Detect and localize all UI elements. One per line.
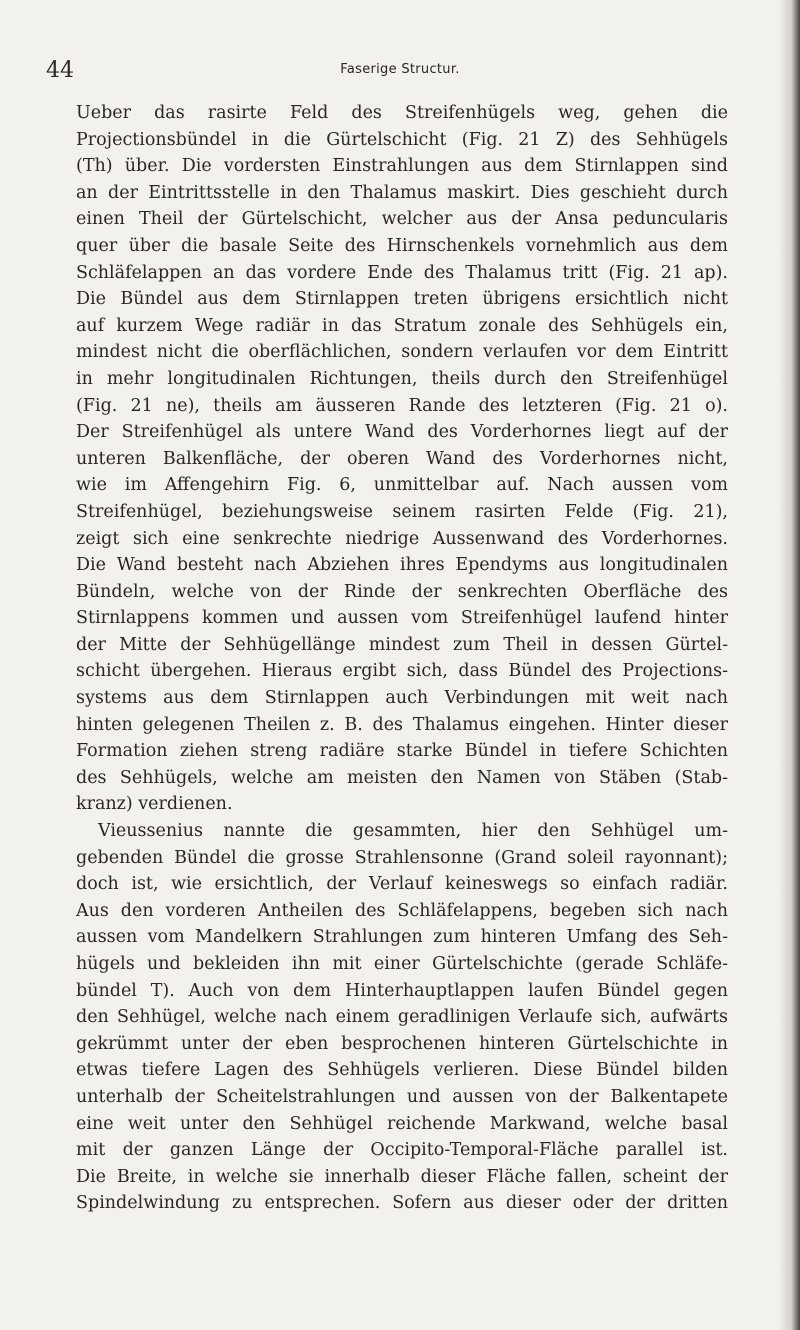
- text-line: mindest nicht die oberflächlichen, sondern verlaufen vor dem Eintritt: [76, 342, 728, 363]
- text-line: Schläfelappen an das vordere Ende des Thalamus tritt (Fig. 21 ap).: [76, 262, 728, 283]
- text-line: kranz) verdienen.: [76, 794, 233, 815]
- text-line: den Sehhügel, welche nach einem geradlinigen Verlaufe sich, aufwärts: [76, 1007, 728, 1028]
- text-line: Bündeln, welche von der Rinde der senkrechten Oberfläche des: [76, 581, 728, 602]
- text-line: auf kurzem Wege radiär in das Stratum zonale des Sehhügels ein,: [76, 315, 728, 336]
- text-line: bündel T). Auch von dem Hinterhauptlappen laufen Bündel gegen: [76, 980, 728, 1001]
- text-line: wie im Affengehirn Fig. 6, unmittelbar auf. Nach aussen vom: [76, 475, 728, 496]
- text-line: etwas tiefere Lagen des Sehhügels verlieren. Diese Bündel bilden: [76, 1060, 728, 1081]
- page-edge-shadow: [778, 0, 800, 1330]
- text-line: Projectionsbündel in die Gürtelschicht (Fig. 21 Z) des Sehhügels: [76, 129, 728, 150]
- text-line: eine weit unter den Sehhügel reichende Markwand, welche basal: [76, 1113, 728, 1134]
- text-line: doch ist, wie ersichtlich, der Verlauf keineswegs so einfach radiär.: [76, 874, 728, 895]
- text-line: Vieussenius nannte die gesammten, hier den Sehhügel um-: [98, 821, 728, 842]
- text-line: Formation ziehen streng radiäre starke Bündel in tiefere Schichten: [76, 741, 728, 762]
- text-line: (Fig. 21 ne), theils am äusseren Rande des letzteren (Fig. 21 o).: [76, 395, 728, 416]
- text-line: Die Wand besteht nach Abziehen ihres Ependyms aus longitudinalen: [76, 555, 728, 576]
- text-line: gebenden Bündel die grosse Strahlensonne (Grand soleil rayonnant);: [76, 847, 728, 868]
- text-line: schicht übergehen. Hieraus ergibt sich, dass Bündel des Projections-: [76, 661, 728, 682]
- text-line: Stirnlappens kommen und aussen vom Streifenhügel laufend hinter: [76, 608, 728, 629]
- text-line: (Th) über. Die vordersten Einstrahlungen aus dem Stirnlappen sind: [76, 156, 728, 177]
- text-line: hinten gelegenen Theilen z. B. des Thalamus eingehen. Hinter dieser: [76, 714, 728, 735]
- text-line: systems aus dem Stirnlappen auch Verbindungen mit weit nach: [76, 688, 728, 709]
- text-line: unterhalb der Scheitelstrahlungen und aussen von der Balkentapete: [76, 1086, 728, 1107]
- text-line: zeigt sich eine senkrechte niedrige Aussenwand des Vorderhornes.: [76, 528, 728, 549]
- text-line: quer über die basale Seite des Hirnschenkels vornehmlich aus dem: [76, 235, 728, 256]
- text-line: Der Streifenhügel als untere Wand des Vorderhornes liegt auf der: [76, 422, 728, 443]
- text-line: gekrümmt unter der eben besprochenen hinteren Gürtelschichte in: [76, 1033, 728, 1054]
- text-line: mit der ganzen Länge der Occipito-Temporal-Fläche parallel ist.: [76, 1140, 728, 1161]
- text-line: Spindelwindung zu entsprechen. Sofern aus dieser oder der dritten: [76, 1193, 728, 1214]
- text-line: aussen vom Mandelkern Strahlungen zum hinteren Umfang des Seh-: [76, 927, 728, 948]
- text-line: in mehr longitudinalen Richtungen, theils durch den Streifenhügel: [76, 368, 728, 389]
- text-line: Streifenhügel, beziehungsweise seinem rasirten Felde (Fig. 21),: [76, 501, 728, 522]
- page-number: 44: [46, 58, 74, 83]
- text-line: hügels und bekleiden ihn mit einer Gürtelschichte (gerade Schläfe-: [76, 954, 728, 974]
- running-head: Faserige Structur.: [340, 62, 460, 77]
- text-line: Die Breite, in welche sie innerhalb dieser Fläche fallen, scheint der: [76, 1166, 728, 1187]
- text-line: des Sehhügels, welche am meisten den Namen von Stäben (Stab-: [76, 767, 728, 788]
- text-line: Aus den vorderen Antheilen des Schläfelappens, begeben sich nach: [76, 900, 728, 921]
- body-text: [76, 100, 728, 1217]
- text-line: der Mitte der Sehhügellänge mindest zum Theil in dessen Gürtel-: [76, 634, 728, 655]
- text-line: einen Theil der Gürtelschicht, welcher aus der Ansa peduncularis: [76, 209, 728, 230]
- text-line: Die Bündel aus dem Stirnlappen treten übrigens ersichtlich nicht: [76, 289, 728, 310]
- text-line: Ueber das rasirte Feld des Streifenhügels weg, gehen die: [76, 103, 728, 123]
- text-line: an der Eintrittsstelle in den Thalamus maskirt. Dies geschieht durch: [76, 182, 728, 203]
- text-line: unteren Balkenfläche, der oberen Wand des Vorderhornes nicht,: [76, 448, 728, 469]
